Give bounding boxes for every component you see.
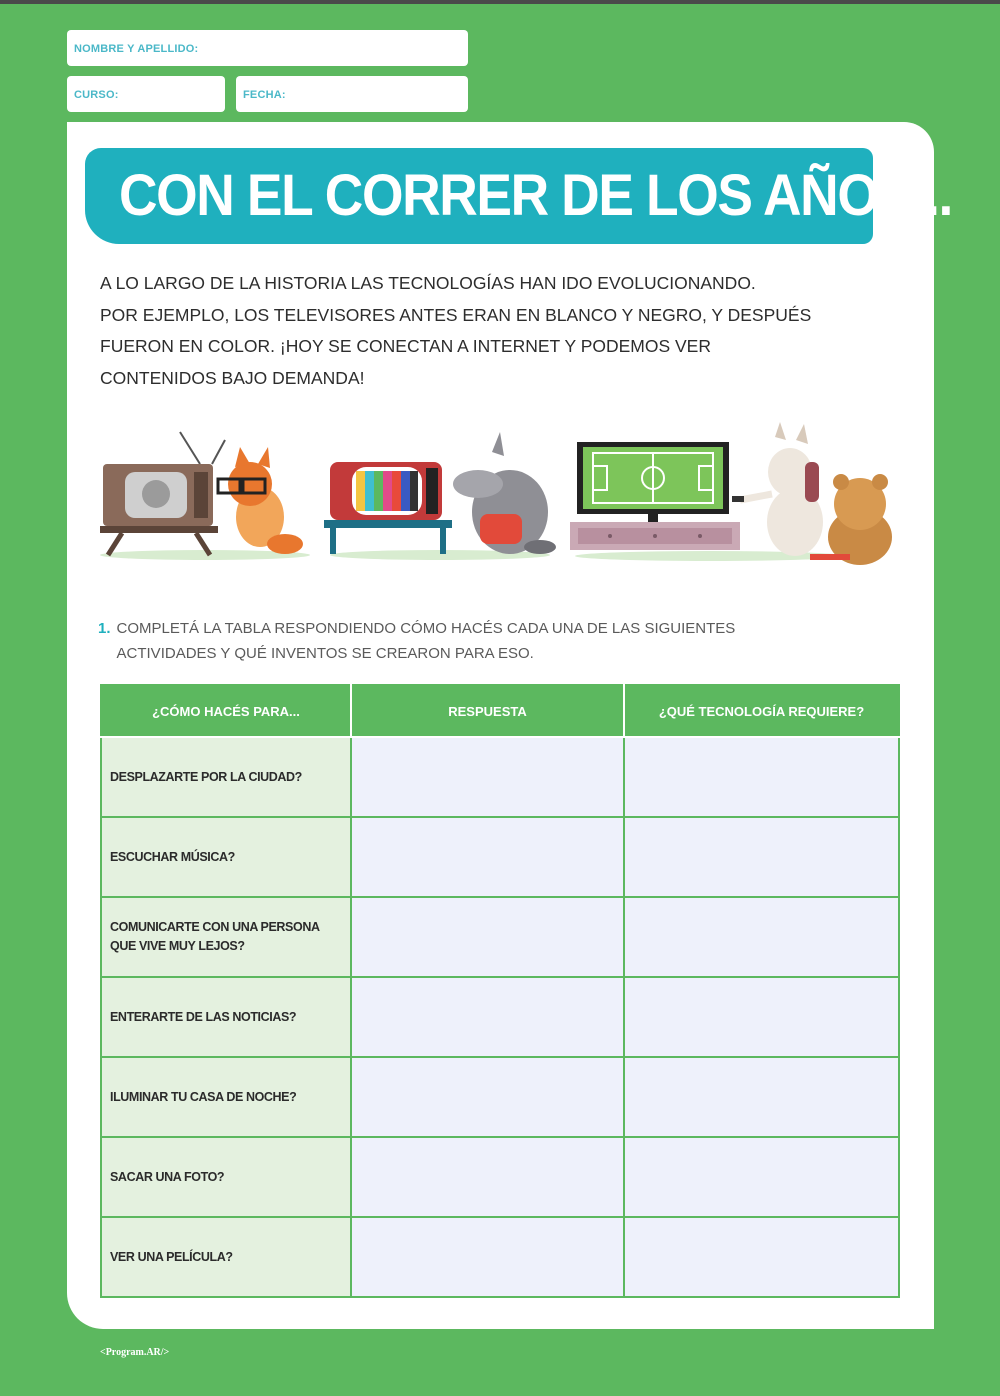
course-label: CURSO: — [74, 89, 119, 101]
activity-question: VER UNA PELÍCULA? — [101, 1217, 351, 1297]
answer-cell[interactable] — [351, 737, 624, 817]
answer-cell[interactable] — [351, 897, 624, 977]
answer-cell[interactable] — [351, 1057, 624, 1137]
intro-line: POR EJEMPLO, LOS TELEVISORES ANTES ERAN EN BLANCO Y NEGRO, Y DESPUÉS — [100, 304, 812, 325]
column-header-answer: RESPUESTA — [351, 685, 624, 737]
table-header-row — [101, 685, 899, 737]
title-banner — [85, 148, 953, 244]
name-label: NOMBRE Y APELLIDO: — [74, 43, 199, 55]
intro-line: FUERON EN COLOR. ¡HOY SE CONECTAN A INTERNET Y PODEMOS VER — [100, 336, 711, 356]
activity-question: COMUNICARTE CON UNA PERSONA QUE VIVE MUY LEJOS? — [101, 897, 351, 977]
column-header-technology: ¿QUÉ TECNOLOGÍA REQUIERE? — [624, 685, 899, 737]
table-row — [101, 817, 899, 897]
activity-question: ESCUCHAR MÚSICA? — [101, 817, 351, 897]
technology-cell[interactable] — [624, 1137, 899, 1217]
color-tv — [324, 462, 452, 554]
table-row — [101, 1137, 899, 1217]
answer-cell[interactable] — [351, 1137, 624, 1217]
course-field[interactable] — [67, 76, 225, 112]
technology-cell[interactable] — [624, 897, 899, 977]
date-field[interactable] — [236, 76, 468, 112]
table-row — [101, 1217, 899, 1297]
fox-character — [218, 447, 303, 554]
technology-cell[interactable] — [624, 817, 899, 897]
instruction-text: COMPLETÁ LA TABLA RESPONDIENDO CÓMO HACÉS CADA UNA DE LAS SIGUIENTES ACTIVIDADES Y QUÉ INVENTOS SE CREARON PARA ESO. — [116, 620, 736, 662]
technology-cell[interactable] — [624, 1217, 899, 1297]
table-row — [101, 897, 899, 977]
activity-question: ILUMINAR TU CASA DE NOCHE? — [101, 1057, 351, 1137]
table-row — [101, 977, 899, 1057]
llama-character — [732, 422, 823, 556]
name-field[interactable] — [67, 30, 468, 66]
intro-line: CONTENIDOS BAJO DEMANDA! — [100, 367, 365, 388]
tv-evolution-illustration — [100, 422, 900, 587]
intro-paragraph — [100, 268, 860, 394]
instruction-number: 1. — [98, 620, 111, 637]
activities-table — [100, 684, 900, 1298]
worksheet — [67, 122, 953, 1329]
smart-tv — [570, 442, 740, 550]
top-edge — [0, 0, 1000, 4]
activity-question: ENTERARTE DE LAS NOTICIAS? — [101, 977, 351, 1057]
page-title: CON EL CORRER DE LOS AÑOS... — [119, 163, 953, 228]
answer-cell[interactable] — [351, 977, 624, 1057]
table-row — [101, 737, 899, 817]
column-header-activity: ¿CÓMO HACÉS PARA... — [101, 685, 351, 737]
answer-cell[interactable] — [351, 817, 624, 897]
table-row — [101, 1057, 899, 1137]
footer-brand: <Program.AR/> — [100, 1347, 170, 1358]
technology-cell[interactable] — [624, 1057, 899, 1137]
intro-line: A LO LARGO DE LA HISTORIA LAS TECNOLOGÍAS HAN IDO EVOLUCIONANDO. — [100, 273, 756, 293]
date-label: FECHA: — [243, 89, 286, 101]
activity-question: SACAR UNA FOTO? — [101, 1137, 351, 1217]
answer-cell[interactable] — [351, 1217, 624, 1297]
activity-question: DESPLAZARTE POR LA CIUDAD? — [101, 737, 351, 817]
technology-cell[interactable] — [624, 737, 899, 817]
armadillo-character — [453, 432, 556, 554]
technology-cell[interactable] — [624, 977, 899, 1057]
instruction — [98, 616, 838, 666]
old-tv — [100, 432, 225, 555]
